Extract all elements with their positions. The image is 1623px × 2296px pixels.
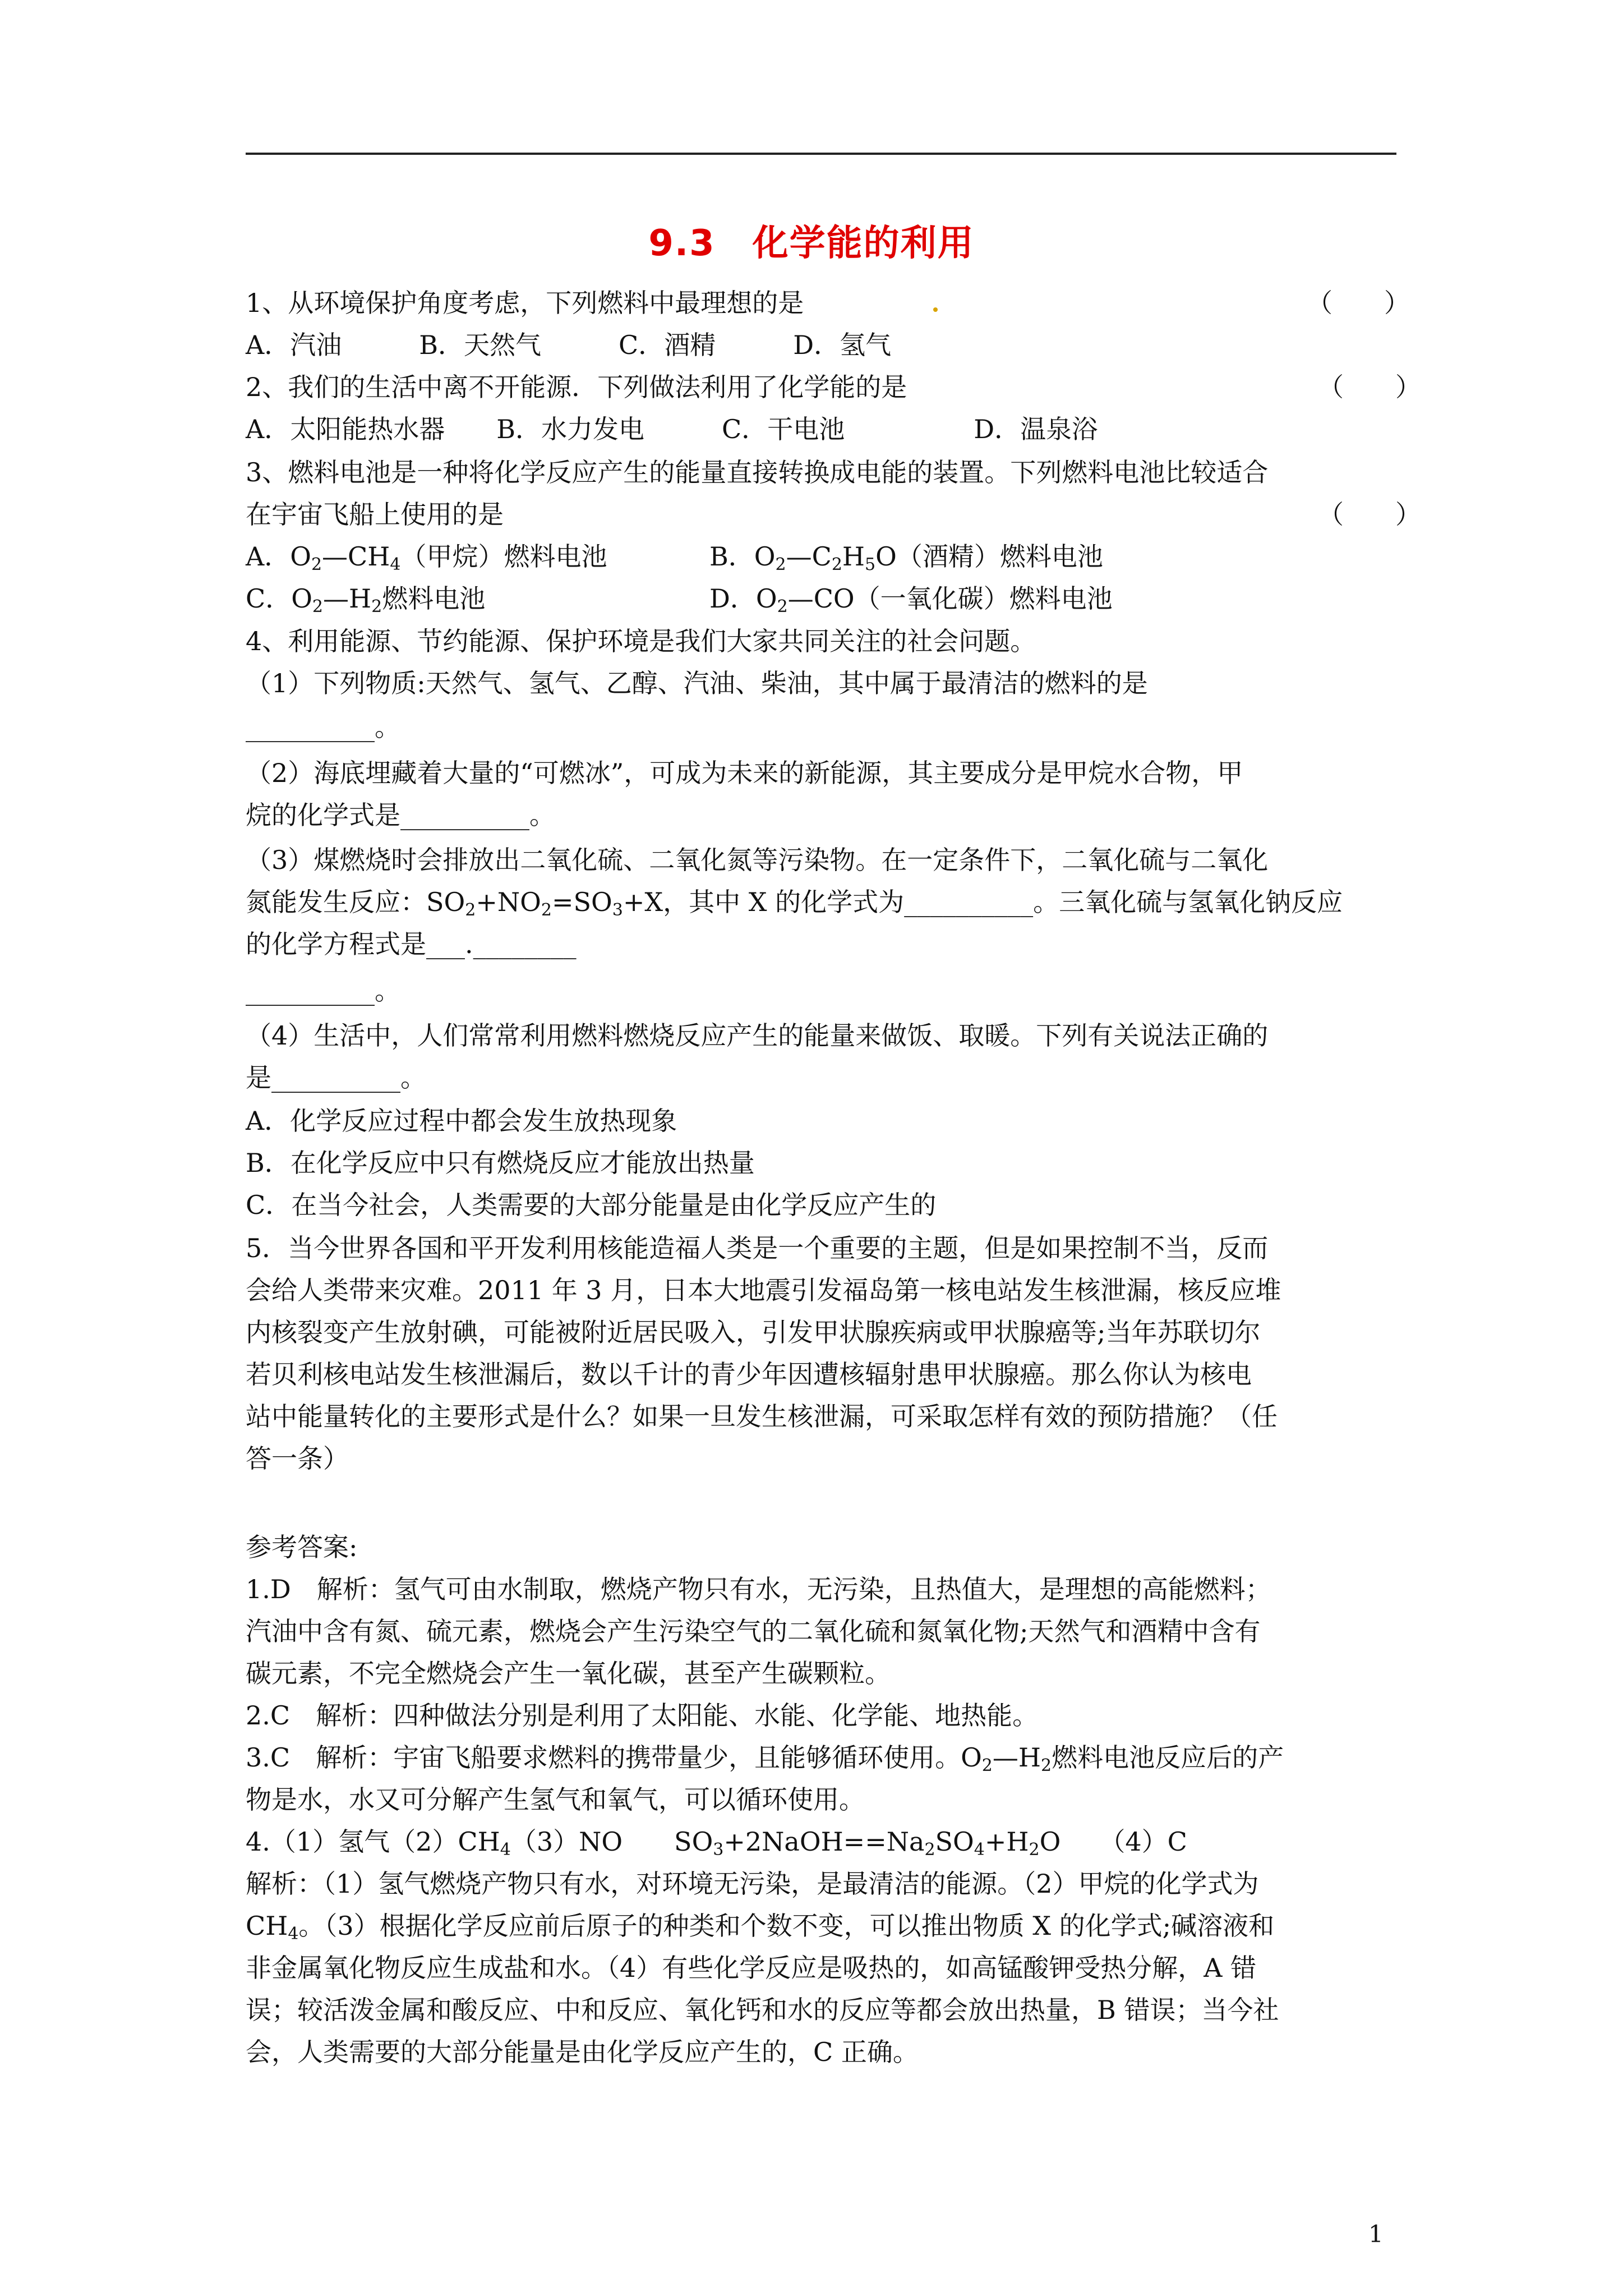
question-4-part3-line1: （3）煤燃烧时会排放出二氧化硫、二氧化氮等污染物。在一定条件下，二氧化硫与二氧化 — [246, 845, 1269, 875]
question-3-answer-paren: （ ） — [1318, 499, 1421, 530]
question-4-part4-line2: 是__________。 — [246, 1062, 426, 1093]
question-4-option-b: B．在化学反应中只有燃烧反应才能放出热量 — [246, 1148, 755, 1178]
question-4-option-a: A．化学反应过程中都会发生放热现象 — [246, 1106, 677, 1136]
header-rule — [246, 153, 1396, 155]
question-5-line4: 若贝利核电站发生核泄漏后，数以千计的青少年因遭核辐射患甲状腺癌。那么你认为核电 — [246, 1359, 1252, 1389]
question-5-line5: 站中能量转化的主要形式是什么？如果一旦发生核泄漏，可采取怎样有效的预防措施？（任 — [246, 1401, 1278, 1432]
question-5-line1: 5．当今世界各国和平开发利用核能造福人类是一个重要的主题，但是如果控制不当，反而 — [246, 1233, 1269, 1263]
question-1-stem: 1、从环境保护角度考虑，下列燃料中最理想的是 — [246, 286, 938, 320]
answer-4-line2: 解析：（1）氢气燃烧产物只有水，对环境无污染，是最清洁的能源。（2）甲烷的化学式为 — [246, 1869, 1259, 1899]
question-4-part3-blank: __________。 — [246, 976, 400, 1006]
answer-4-line1: 4.（1）氢气$(2)CH_4(3)NO$ $SO_3+2NaOH==Na_2SO_4+H_2O$ （4）C — [246, 1826, 1187, 1860]
answer-1-line3: 碳元素，不完全燃烧会产生一氧化碳，甚至产生碳颗粒。 — [246, 1658, 891, 1688]
question-4-part1-blank: __________。 — [246, 712, 400, 742]
page-title: 9.3 化学能的利用 — [648, 223, 975, 264]
answer-3-line1: 3.C 解析：宇宙飞船要求燃料的携带量少，且能够循环使用。$O_2—H_2$燃料电池反应后的产 — [246, 1742, 1284, 1775]
question-4-option-c: C．在当今社会，人类需要的大部分能量是由化学反应产生的 — [246, 1190, 937, 1220]
question-1-options: A．汽油 B．天然气 C．酒精 D．氢气 — [246, 330, 892, 360]
answer-4-line4: 非金属氧化物反应生成盐和水。（4）有些化学反应是吸热的，如高锰酸钾受热分解，A 错 — [246, 1953, 1257, 1983]
question-4-part3-line3: 的化学方程式是___.________ — [246, 929, 577, 959]
question-3-option-b: B．$O_2—C_2H_5O$（酒精）燃料电池 — [709, 541, 1103, 574]
answer-4-line3: $CH_4$。（3）根据化学反应前后原子的种类和个数不变，可以推出物质 X 的化学式;碱溶液和 — [246, 1911, 1275, 1944]
mark-dot — [933, 307, 938, 312]
question-3-option-a: A．$O_2—CH_4$（甲烷）燃料电池 — [246, 541, 607, 574]
page-number: 1 — [1368, 2220, 1384, 2248]
question-4-part2-line1: （2）海底埋藏着大量的“可燃冰”，可成为未来的新能源，其主要成分是甲烷水合物，甲 — [246, 758, 1243, 788]
answer-3-line2: 物是水，水又可分解产生氢气和氧气，可以循环使用。 — [246, 1784, 865, 1815]
question-3-stem-line2: 在宇宙飞船上使用的是 — [246, 499, 504, 530]
answer-2: 2.C 解析：四种做法分别是利用了太阳能、水能、化学能、地热能。 — [246, 1700, 1039, 1731]
question-2-stem: 2、我们的生活中离不开能源．下列做法利用了化学能的是 — [246, 372, 907, 402]
answer-1-line2: 汽油中含有氮、硫元素，燃烧会产生污染空气的二氧化硫和氮氧化物;天然气和酒精中含有 — [246, 1616, 1261, 1646]
question-3-option-d: D．$O_2—CO$（一氧化碳）燃料电池 — [709, 583, 1113, 616]
question-1-answer-paren: （ ） — [1307, 288, 1410, 318]
question-4-part2-line2: 烷的化学式是__________。 — [246, 800, 555, 830]
question-5-line2: 会给人类带来灾难。2011 年 3 月，日本大地震引发福岛第一核电站发生核泄漏，核反应堆 — [246, 1275, 1281, 1305]
question-5-line6: 答一条） — [246, 1443, 349, 1474]
question-4-part3-line2: 氮能发生反应：$SO_2+NO_2=SO_3+X$，其中 X 的化学式为__________。三氧化硫与氢氧化钠反应 — [246, 887, 1343, 920]
answers-heading: 参考答案: — [246, 1532, 358, 1562]
question-5-line3: 内核裂变产生放射碘，可能被附近居民吸入，引发甲状腺疾病或甲状腺癌等;当年苏联切尔 — [246, 1317, 1261, 1347]
question-2-answer-paren: （ ） — [1318, 372, 1421, 402]
answer-1-line1: 1.D 解析：氢气可由水制取，燃烧产物只有水，无污染，且热值大，是理想的高能燃料； — [246, 1574, 1271, 1604]
question-3-option-c: C．$O_2—H_2$燃料电池 — [246, 583, 486, 616]
answer-4-line6: 会，人类需要的大部分能量是由化学反应产生的，C 正确。 — [246, 2037, 919, 2067]
question-4-part4-line1: （4）生活中，人们常常利用燃料燃烧反应产生的能量来做饭、取暖。下列有关说法正确的 — [246, 1020, 1269, 1051]
question-2-options: A．太阳能热水器 B．水力发电 C．干电池 D．温泉浴 — [246, 414, 1098, 444]
question-4-stem: 4、利用能源、节约能源、保护环境是我们大家共同关注的社会问题。 — [246, 626, 1036, 656]
question-3-stem-line1: 3、燃料电池是一种将化学反应产生的能量直接转换成电能的装置。下列燃料电池比较适合 — [246, 457, 1269, 487]
question-4-part1-line1: （1）下列物质:天然气、氢气、乙醇、汽油、柴油，其中属于最清洁的燃料的是 — [246, 668, 1148, 698]
answer-4-line5: 误；较活泼金属和酸反应、中和反应、氧化钙和水的反应等都会放出热量，B 错误；当今社 — [246, 1995, 1279, 2025]
